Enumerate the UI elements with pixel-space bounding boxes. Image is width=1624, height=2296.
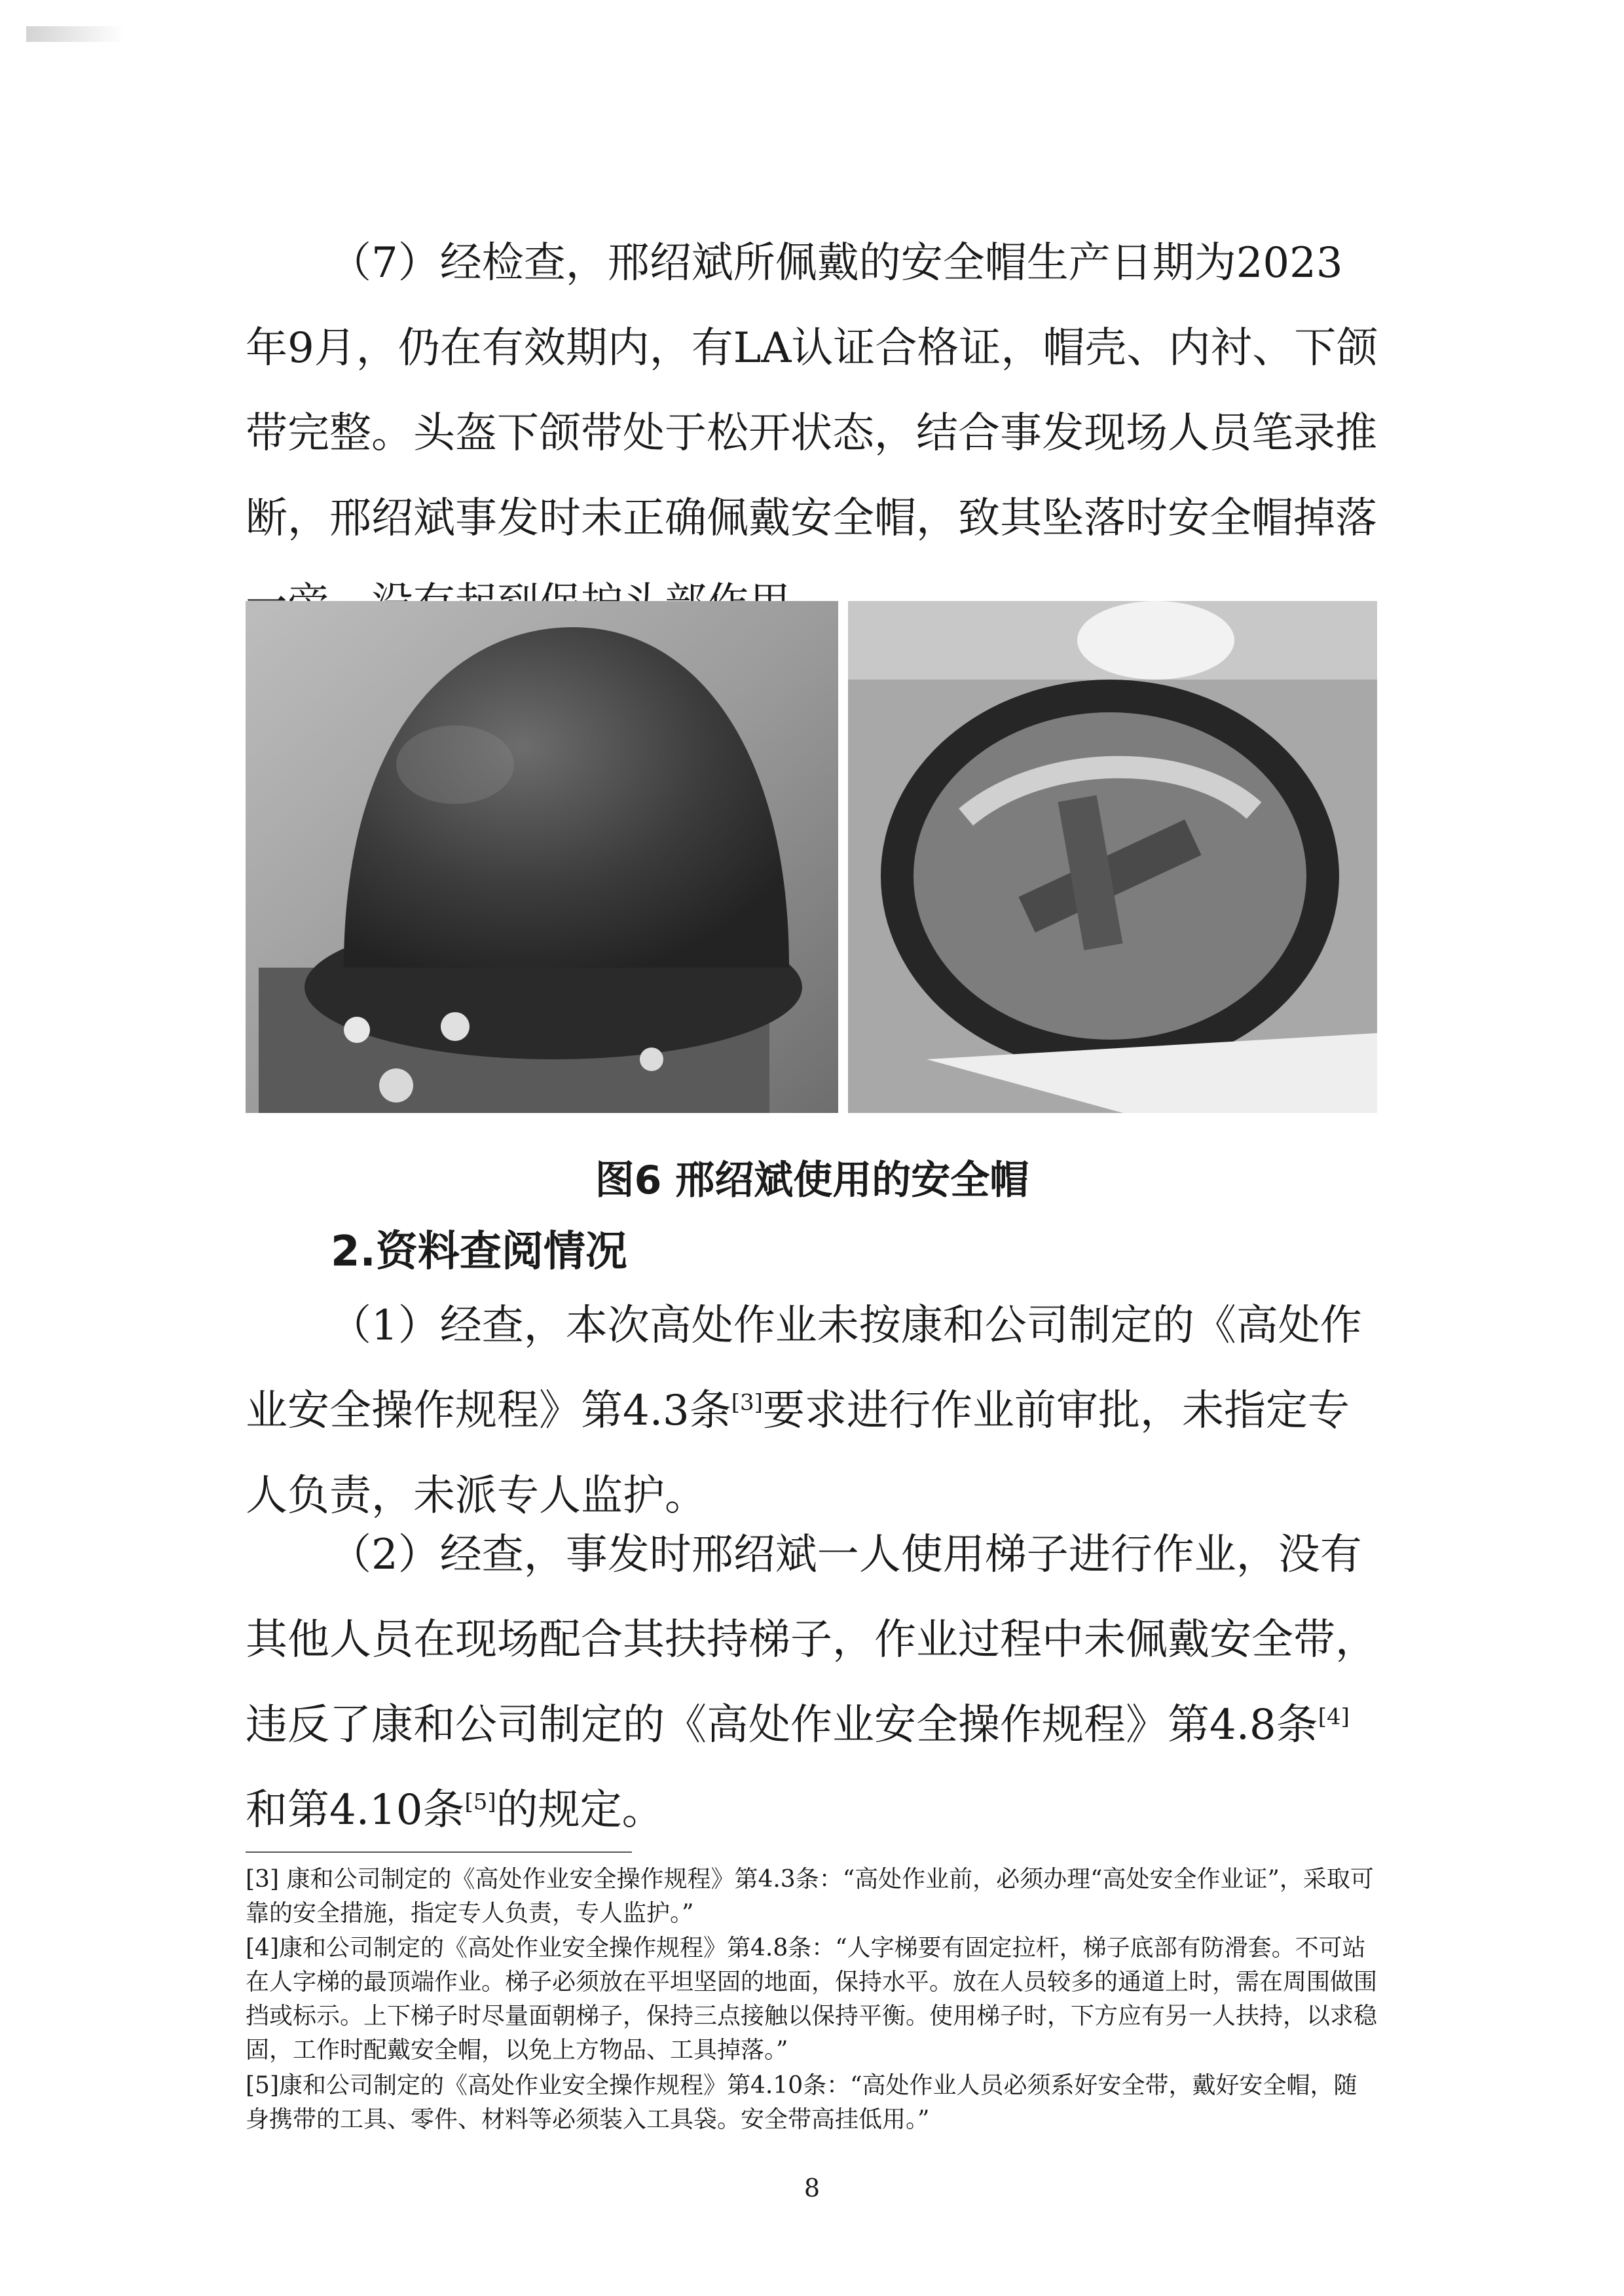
helmet-exterior-photo: [246, 601, 838, 1113]
paragraph-1: （1）经查，本次高处作业未按康和公司制定的《高处作业安全操作规程》第4.3条[3]要求进行作业前审批，未指定专人负责，未派专人监护。: [246, 1302, 1362, 1520]
paragraph-7: （7）经检查，邢绍斌所佩戴的安全帽生产日期为2023年9月，仍在有效期内，有LA认证合格证，帽壳、内衬、下颌带完整。头盔下颌带处于松开状态，结合事发现场人员笔录推断，邢绍斌事发时未正确佩戴安全帽，致其坠落时安全帽掉落: [246, 239, 1378, 543]
helmet-interior-photo: [848, 601, 1377, 1113]
footnote-5: [5]康和公司制定的《高处作业安全操作规程》第4.10条：“高处作业人员必须系好安全带，戴好安全帽，随身携带的工具、零件、材料等必须装入工具袋。安全带高挂低用。”: [246, 2072, 1357, 2133]
figure-6: [246, 601, 1377, 1113]
scan-mark: [26, 26, 124, 42]
footnote-ref-5[interactable]: [5]: [464, 1789, 496, 1815]
paragraph-2: （2）经查，事发时邢绍斌一人使用梯子进行作业，没有其他人员在现场配合其扶持梯子，作业过程中未佩戴安全带，违反了康和公司制定的《高处作业安全操作规程》第4.8条[4]和第4.10条[5]的规定。: [246, 1531, 1377, 1834]
footnote-ref-3[interactable]: [3]: [731, 1389, 763, 1416]
page-number: 8: [803, 2174, 821, 2202]
footnote-3: [3] 康和公司制定的《高处作业安全操作规程》第4.3条：“高处作业前，必须办理“高处安全作业证”，采取可靠的安全措施，指定专人负责，专人监护。”: [246, 1866, 1374, 1927]
footnote-ref-4[interactable]: [4]: [1318, 1704, 1350, 1730]
section-heading: 2.资料查阅情况: [331, 1228, 627, 1276]
footnote-divider: [246, 1851, 632, 1853]
figure-caption: 图6 邢绍斌使用的安全帽: [595, 1157, 1029, 1203]
footnote-4: [4]康和公司制定的《高处作业安全操作规程》第4.8条：“人字梯要有固定拉杆，梯子底部有防滑套。不可站在人字梯的最顶端作业。梯子必须放在平坦坚固的地面，保持水平。放在人员较多的通道上时，需在周围做围挡或标示。上下梯子时尽量面朝梯子，保持三点接触以保持平衡。使用梯子时，下方应有另一人扶持，以求稳固，工作时配戴安全帽，以免上方物品、工具掉落。”: [246, 1935, 1378, 2064]
